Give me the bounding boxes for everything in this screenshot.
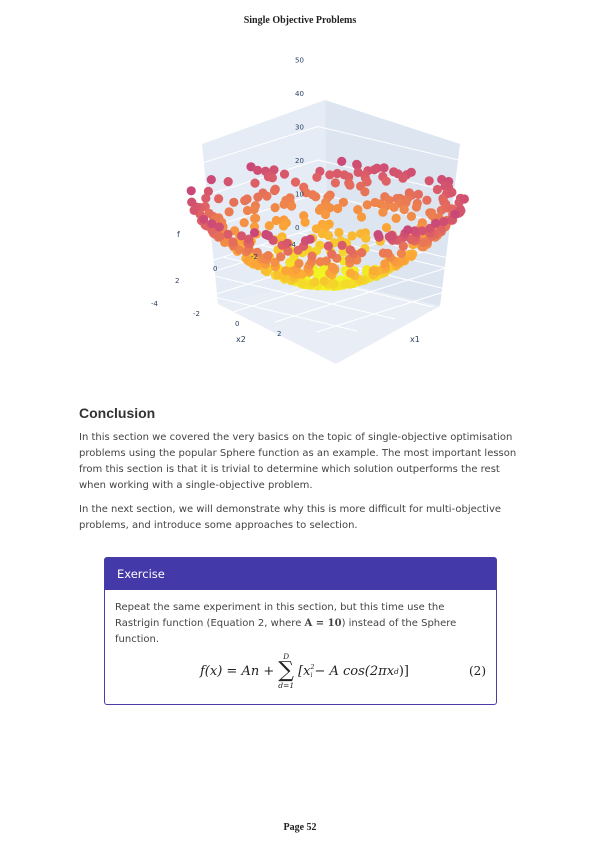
scatter-point xyxy=(187,186,196,195)
scatter-point xyxy=(378,208,387,217)
summation-symbol: D ∑ d=1 xyxy=(278,651,295,690)
scatter-point xyxy=(346,269,355,278)
x1-tick-label: -2 xyxy=(193,310,200,318)
scatter-point xyxy=(271,203,280,212)
x2-tick-label: 2 xyxy=(175,277,180,285)
equation-close: )] xyxy=(398,663,409,679)
scatter-point xyxy=(215,232,224,241)
scatter-point xyxy=(369,266,378,275)
scatter-point xyxy=(357,248,366,257)
scatter-point xyxy=(224,177,233,186)
x1-tick-label: 0 xyxy=(235,320,240,328)
scatter-point xyxy=(379,249,388,258)
scatter-point xyxy=(382,177,391,186)
scatter-point xyxy=(333,204,342,213)
exercise-text-before: Repeat the same experiment in this section, but this time use the Rastrigin function (Equation 2, where xyxy=(115,602,445,629)
exercise-text xyxy=(105,590,496,648)
scatter-point xyxy=(253,166,262,175)
scatter-point xyxy=(398,174,407,183)
scatter-point xyxy=(400,205,409,214)
scatter-point xyxy=(460,194,469,203)
scatter-point xyxy=(419,238,428,247)
running-title: Single Objective Problems xyxy=(243,15,357,26)
x2-tick-label: -2 xyxy=(251,253,258,261)
conclusion-paragraph-1: In this section we covered the very basics on the topic of single-objective optimisation problems using the popular Sphere function as an example. The most important lesson from this section is that it is trivial to determine which solution outperforms the rest when working with a single-objective problem. xyxy=(79,432,517,491)
scatter-point xyxy=(321,210,330,219)
scatter-point xyxy=(361,234,370,243)
scatter-point xyxy=(298,279,307,288)
scatter-point xyxy=(325,170,334,179)
scatter-point xyxy=(264,231,273,240)
equation-lhs: f(x) = An + xyxy=(200,663,275,679)
scatter-point xyxy=(280,170,289,179)
rastrigin-equation-row xyxy=(105,646,498,696)
scatter-point xyxy=(243,206,252,215)
scatter-point xyxy=(223,230,232,239)
scatter-point xyxy=(387,231,396,240)
scatter-point xyxy=(425,176,434,185)
scatter-point xyxy=(270,186,279,195)
x1-tick-label: -4 xyxy=(151,300,158,308)
f-tick-label: 50 xyxy=(295,56,304,65)
scatter-point xyxy=(187,198,196,207)
sum-upper-limit: D xyxy=(283,651,290,661)
scatter-point xyxy=(229,198,238,207)
scatter-point xyxy=(407,212,416,221)
equation-term-rest: − A cos(2πx xyxy=(314,663,395,679)
sum-lower-limit: d=1 xyxy=(278,681,295,690)
scatter-point xyxy=(422,196,431,205)
f-tick-label: 40 xyxy=(295,90,304,98)
scatter-point xyxy=(265,221,274,230)
scatter-point xyxy=(374,230,383,239)
scatter-point xyxy=(279,221,288,230)
scatter-point xyxy=(240,218,249,227)
equation-number: (2) xyxy=(469,664,486,678)
scatter-point xyxy=(306,235,315,244)
scatter-plot-svg xyxy=(151,56,460,367)
x2-tick-label: -4 xyxy=(289,241,296,249)
scatter-point xyxy=(250,179,259,188)
f-tick-label: 30 xyxy=(295,123,304,132)
scatter-point xyxy=(215,222,224,231)
sphere-3d-scatter-plot xyxy=(151,56,460,367)
scatter-point xyxy=(447,188,456,197)
scatter-point xyxy=(324,231,333,240)
x2-tick-label: 0 xyxy=(213,265,218,273)
scatter-point xyxy=(407,168,416,177)
scatter-point xyxy=(207,175,216,184)
scatter-point xyxy=(357,212,366,221)
scatter-point xyxy=(307,252,316,261)
scatter-point xyxy=(311,192,320,201)
exercise-box xyxy=(104,557,497,705)
scatter-point xyxy=(331,178,340,187)
scatter-point xyxy=(382,223,391,232)
scatter-point xyxy=(338,241,347,250)
scatter-point xyxy=(342,279,351,288)
scatter-point xyxy=(225,207,234,216)
scatter-point xyxy=(280,200,289,209)
scatter-point xyxy=(201,194,210,203)
scatter-point xyxy=(370,165,379,174)
scatter-point xyxy=(240,196,249,205)
scatter-point xyxy=(346,245,355,254)
scatter-point xyxy=(291,178,300,187)
scatter-point xyxy=(264,172,273,181)
scatter-point xyxy=(301,218,310,227)
scatter-point xyxy=(199,215,208,224)
exercise-inline-math: A = 10 xyxy=(304,618,342,629)
scatter-point xyxy=(412,202,421,211)
equation-subscript-i: i xyxy=(310,672,313,679)
f-tick-label: 20 xyxy=(295,157,304,165)
x1-tick-label: 2 xyxy=(277,330,282,338)
f-tick-label: 10 xyxy=(295,190,304,199)
scatter-point xyxy=(320,277,329,286)
scatter-point xyxy=(312,173,321,182)
scatter-point xyxy=(327,250,336,259)
scatter-point xyxy=(294,259,303,268)
scatter-point xyxy=(250,228,259,237)
scatter-point xyxy=(262,192,271,201)
scatter-point xyxy=(214,194,223,203)
axis-label-f: f xyxy=(177,230,180,239)
scatter-point xyxy=(360,187,369,196)
scatter-point xyxy=(264,251,273,260)
equation-subscript-d: d xyxy=(394,666,399,676)
exercise-text-after: ) instead of the Sphere function. xyxy=(115,618,457,645)
page-number: Page 52 xyxy=(283,822,317,833)
scatter-point xyxy=(310,277,319,286)
f-tick-label: 0 xyxy=(295,224,300,232)
scatter-point xyxy=(345,181,354,190)
scatter-point xyxy=(414,190,423,199)
scatter-point xyxy=(276,252,285,261)
scatter-point xyxy=(431,219,440,228)
equation-superscript: 2 xyxy=(310,664,315,671)
scatter-point xyxy=(392,214,401,223)
equation-bracket-term: [x xyxy=(298,663,311,679)
axis-label-x2: x2 xyxy=(236,335,246,344)
scatter-point xyxy=(451,210,460,219)
scatter-point xyxy=(190,206,199,215)
axis-label-x1: x1 xyxy=(410,335,420,344)
scatter-point xyxy=(329,279,338,288)
section-title: Conclusion xyxy=(79,405,156,421)
scatter-point xyxy=(228,237,237,246)
rastrigin-equation xyxy=(200,646,409,696)
scatter-point xyxy=(324,241,333,250)
scatter-point xyxy=(439,217,448,226)
scatter-point xyxy=(250,214,259,223)
scatter-point xyxy=(253,193,262,202)
conclusion-paragraph-2: In the next section, we will demonstrate why this is more difficult for multi-objective problems, and introduce some approaches to selection. xyxy=(79,504,502,531)
scatter-point xyxy=(380,163,389,172)
scatter-point xyxy=(337,157,346,166)
scatter-point xyxy=(403,225,412,234)
scatter-point xyxy=(334,228,343,237)
scatter-point xyxy=(390,203,399,212)
exercise-title: Exercise xyxy=(105,558,496,590)
